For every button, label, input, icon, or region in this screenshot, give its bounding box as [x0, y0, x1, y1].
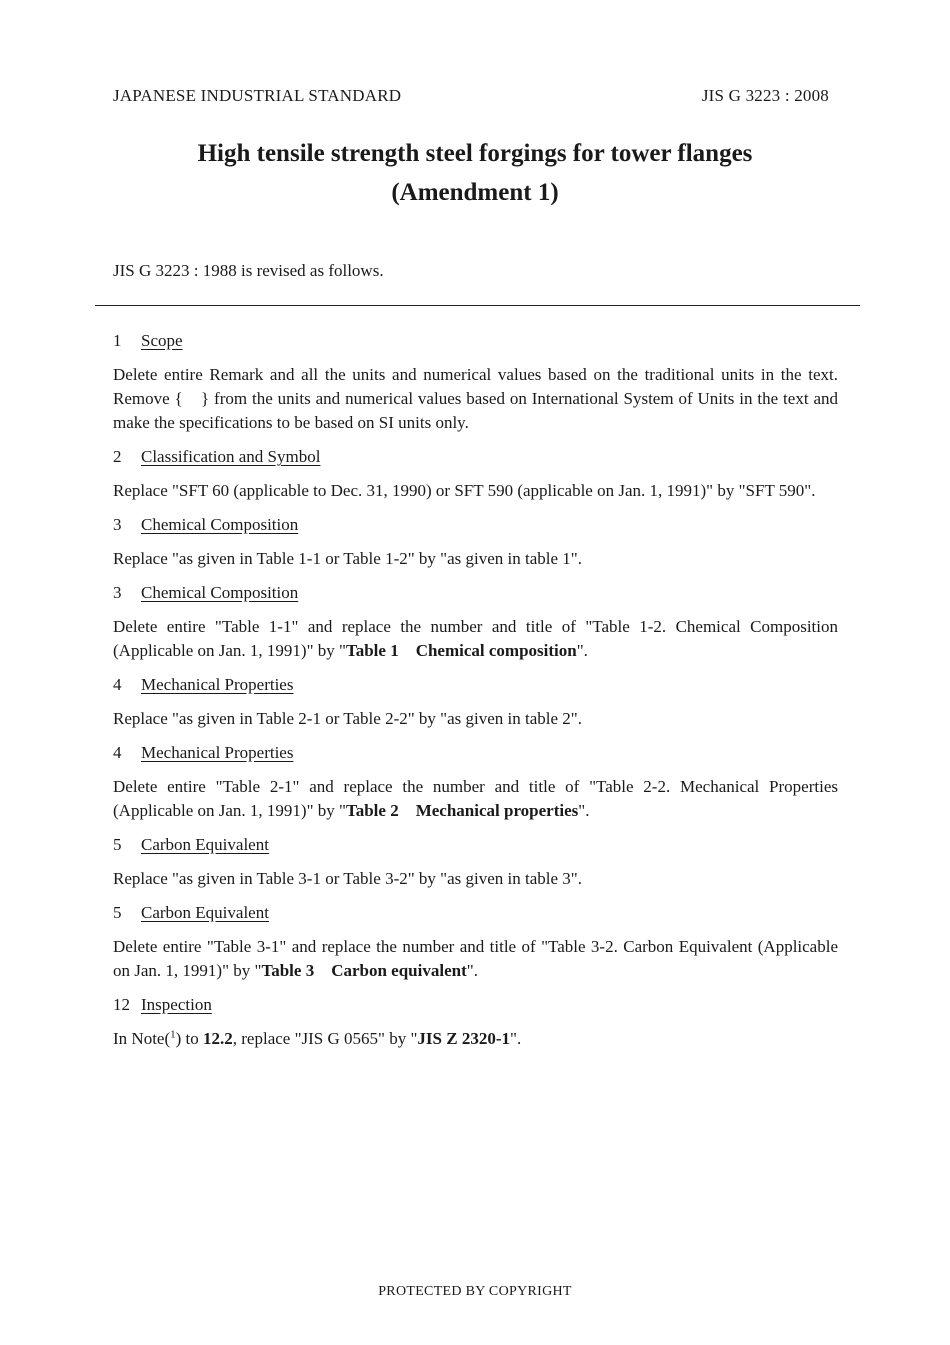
section-mechanical-properties-1 — [113, 673, 838, 731]
section-carbon-equivalent-1 — [113, 833, 838, 891]
section-heading: 12 Inspection — [113, 995, 212, 1014]
section-text: Replace "SFT 60 (applicable to Dec. 31, 1990) or SFT 590 (applicable on Jan. 1, 1991)" by "SFT 590". — [113, 481, 816, 500]
section-text: Delete entire Remark and all the units and numerical values based on the traditional units in the text. Remove { } from the units and numerical values based on International System of Units in the text and make the specifications to be based on SI units only. — [113, 365, 838, 432]
document-title-line-2: (Amendment 1) — [391, 179, 559, 206]
standard-reference: JIS Z 2320-1 — [417, 1029, 510, 1048]
section-heading: 5 Carbon Equivalent — [113, 903, 269, 922]
section-text: Replace "as given in Table 2-1 or Table 2-2" by "as given in table 2". — [113, 709, 582, 728]
section-heading: 5 Carbon Equivalent — [113, 835, 269, 854]
amendment-list — [113, 329, 838, 1061]
section-text: Delete entire "Table 3-1" and replace the number and title of "Table 3-2. Carbon Equivalent (Applicable on Jan. 1, 1991)" by "Table 3 Carbon equivalent". — [113, 937, 838, 980]
section-heading: 2 Classification and Symbol — [113, 447, 321, 466]
header-standard-number: JIS G 3223 : 2008 — [701, 86, 829, 105]
section-heading: 3 Chemical Composition — [113, 515, 299, 534]
clause-reference: 12.2 — [203, 1029, 233, 1048]
header-standard-name: JAPANESE INDUSTRIAL STANDARD — [113, 86, 402, 105]
document-title — [0, 134, 950, 212]
section-scope — [113, 329, 838, 435]
section-mechanical-properties-2 — [113, 741, 838, 823]
divider — [95, 305, 860, 306]
document-title-line-1: High tensile strength steel forgings for tower flanges — [197, 140, 753, 167]
intro-text: JIS G 3223 : 1988 is revised as follows. — [113, 261, 384, 280]
copyright-footer: PROTECTED BY COPYRIGHT — [378, 1284, 572, 1299]
section-chemical-composition-2 — [113, 581, 838, 663]
section-heading: 1 Scope — [113, 331, 183, 350]
section-text: Replace "as given in Table 1-1 or Table 1-2" by "as given in table 1". — [113, 549, 582, 568]
section-text: In Note($^1$) to 12.2, replace "JIS G 0565" by "JIS Z 2320-1". — [113, 1028, 522, 1048]
note-reference: 1 — [170, 1028, 176, 1041]
section-inspection — [113, 993, 838, 1051]
section-carbon-equivalent-2 — [113, 901, 838, 983]
section-text: Replace "as given in Table 3-1 or Table 3-2" by "as given in table 3". — [113, 869, 582, 888]
section-text: Delete entire "Table 2-1" and replace the number and title of "Table 2-2. Mechanical Properties (Applicable on Jan. 1, 1991)" by "Table 2 Mechanical properties". — [113, 777, 838, 820]
section-heading: 4 Mechanical Properties — [113, 743, 294, 762]
section-text: Delete entire "Table 1-1" and replace the number and title of "Table 1-2. Chemical Composition (Applicable on Jan. 1, 1991)" by "Table 1 Chemical composition". — [113, 617, 838, 660]
section-heading: 4 Mechanical Properties — [113, 675, 294, 694]
section-classification — [113, 445, 838, 503]
section-heading: 3 Chemical Composition — [113, 583, 299, 602]
section-chemical-composition-1 — [113, 513, 838, 571]
